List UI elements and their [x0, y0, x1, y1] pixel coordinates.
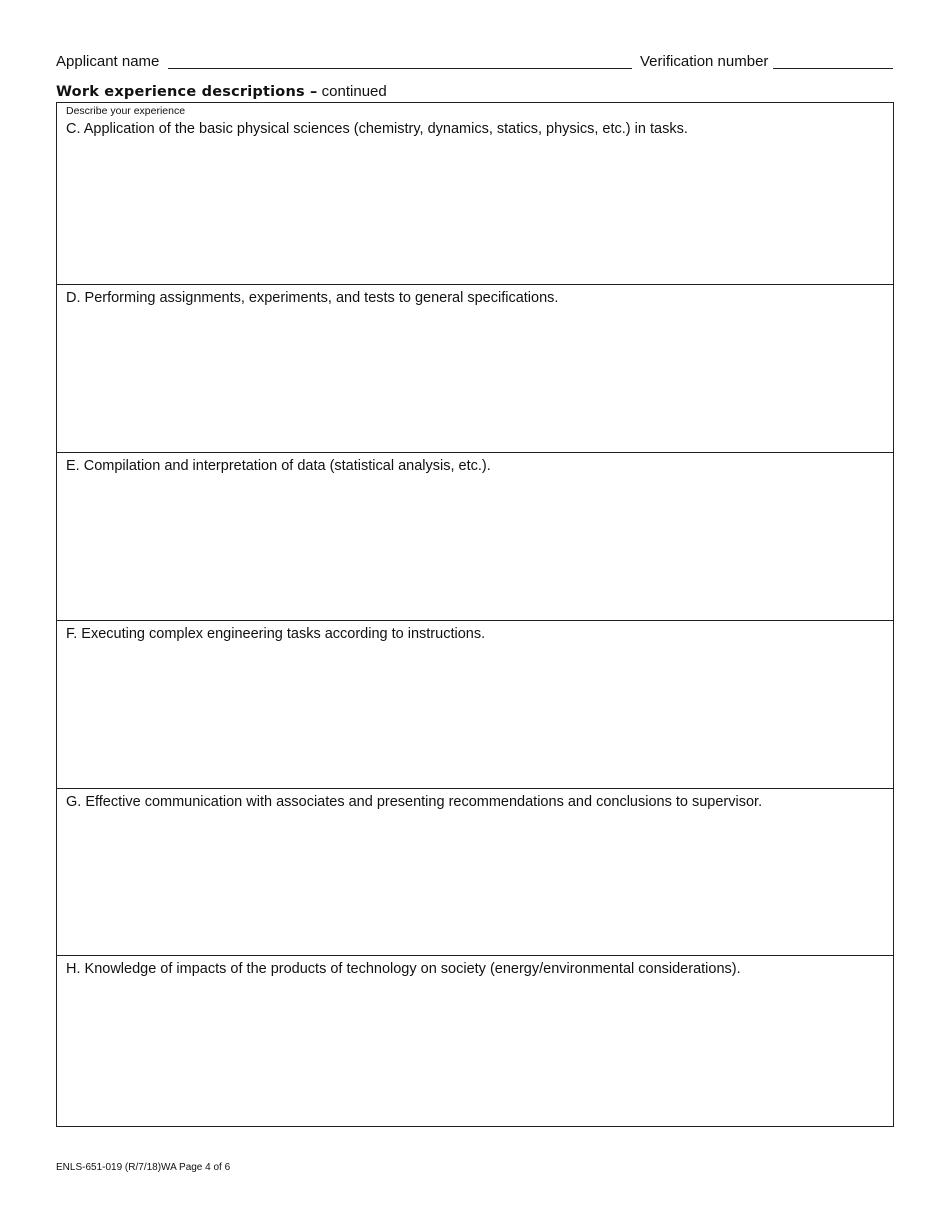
form-footer: ENLS-651-019 (R/7/18)WA Page 4 of 6	[56, 1162, 231, 1173]
answer-e-field[interactable]	[63, 481, 887, 614]
answer-f-field[interactable]	[63, 649, 887, 782]
section-g	[57, 788, 893, 955]
section-c	[57, 103, 893, 284]
question-h: H. Knowledge of impacts of the products of technology on society (energy/environmental considerations).	[66, 961, 741, 977]
question-g: G. Effective communication with associates and presenting recommendations and conclusions to supervisor.	[66, 794, 763, 810]
describe-label: Describe your experience	[66, 105, 186, 117]
section-h	[57, 955, 893, 1126]
answer-c-field[interactable]	[63, 143, 887, 278]
verification-number-label: Verification number	[640, 53, 769, 70]
section-f	[57, 620, 893, 788]
section-d	[57, 284, 893, 452]
verification-number-field[interactable]	[773, 68, 893, 69]
question-d: D. Performing assignments, experiments, and tests to general specifications.	[66, 290, 559, 306]
section-title	[56, 83, 387, 100]
answer-h-field[interactable]	[63, 984, 887, 1120]
answer-d-field[interactable]	[63, 313, 887, 446]
question-e: E. Compilation and interpretation of data (statistical analysis, etc.).	[66, 458, 491, 474]
answer-g-field[interactable]	[63, 817, 887, 949]
section-title-bold: Work experience descriptions –	[56, 84, 318, 100]
applicant-name-label: Applicant name	[56, 53, 160, 70]
section-e	[57, 452, 893, 620]
applicant-name-field[interactable]	[168, 68, 632, 69]
experience-box	[56, 102, 894, 1127]
question-c: C. Application of the basic physical sciences (chemistry, dynamics, statics, physics, etc.) in tasks.	[66, 121, 688, 137]
section-title-continued: continued	[317, 83, 387, 100]
question-f: F. Executing complex engineering tasks according to instructions.	[66, 626, 486, 642]
